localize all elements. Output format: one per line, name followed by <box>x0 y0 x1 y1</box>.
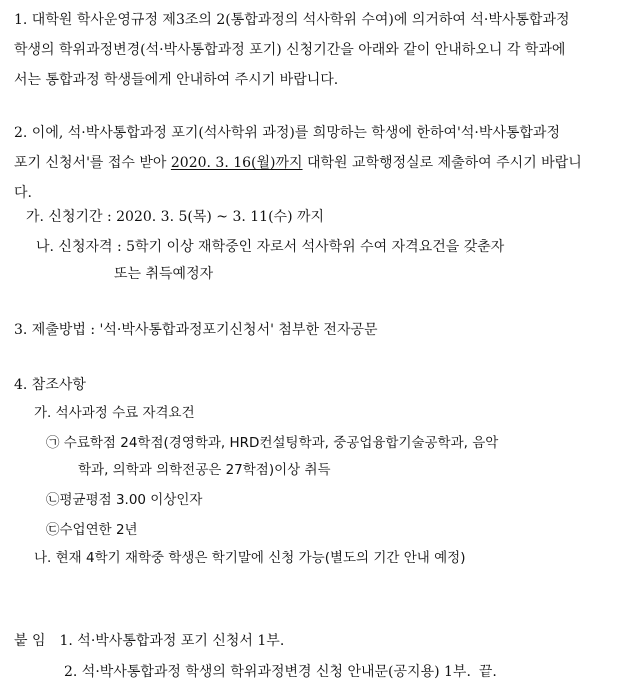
completion-requirements: 가. 석사과정 수료 자격요건 <box>34 405 195 421</box>
requirement-credits: ㉠ 수료학점 24학점(경영학과, HRD컨설팅학과, 중공업융합기술공학과, 음악 <box>46 435 499 451</box>
end-mark: 끝. <box>478 664 497 680</box>
current-students-note: 나. 현재 4학기 재학중 학생은 학기말에 신청 가능(별도의 기간 안내 예정) <box>34 550 466 566</box>
application-period: 가. 신청기간 : 2020. 3. 5(목) ~ 3. 11(수) 까지 <box>26 209 325 225</box>
deadline-date: 2020. 3. 16(월)까지 <box>170 155 303 171</box>
item2-line1: 2. 이에, 석·박사통합과정 포기(석사학위 과정)를 희망하는 학생에 한하여'석·박사통합과정 <box>14 125 560 141</box>
attachments-line2 <box>64 662 497 682</box>
requirement-credits-cont: 학과, 의학과 의학전공은 27학점)이상 취득 <box>78 462 331 478</box>
item2-line3: 다. <box>14 185 32 201</box>
requirement-duration: ㉢수업연한 2년 <box>46 522 138 538</box>
attachment-2: 2. 석·박사통합과정 학생의 학위과정변경 신청 안내문(공지용) 1부. <box>64 664 471 680</box>
item1-line3: 서는 통합과정 학생들에게 안내하여 주시기 바랍니다. <box>14 72 339 88</box>
attachments-label: 붙 임 <box>14 633 46 649</box>
submission-method: 3. 제출방법 : '석·박사통합과정포기신청서' 첨부한 전자공문 <box>14 322 378 338</box>
reference-title: 4. 참조사항 <box>14 377 86 393</box>
item2-line2-pre: 포기 신청서'를 접수 받아 <box>14 155 171 171</box>
item2-line2-post: 대학원 교학행정실로 제출하여 주시기 바랍니 <box>302 155 582 171</box>
item2-line2 <box>14 153 582 173</box>
item1-line1: 1. 대학원 학사운영규정 제3조의 2(통합과정의 석사학위 수여)에 의거하여 석·박사통합과정 <box>14 12 570 28</box>
eligibility: 나. 신청자격 : 5학기 이상 재학중인 자로서 석사학위 수여 자격요건을 갖춘자 <box>36 239 505 255</box>
attachment-1: 1. 석·박사통합과정 포기 신청서 1부. <box>59 633 285 649</box>
attachments-line1 <box>14 631 284 651</box>
requirement-gpa: ㉡평균평점 3.00 이상인자 <box>46 492 203 508</box>
item1-line2: 학생의 학위과정변경(석·박사통합과정 포기) 신청기간을 아래와 같이 안내하오니 각 학과에 <box>14 42 566 58</box>
eligibility-cont: 또는 취득예정자 <box>114 266 214 282</box>
